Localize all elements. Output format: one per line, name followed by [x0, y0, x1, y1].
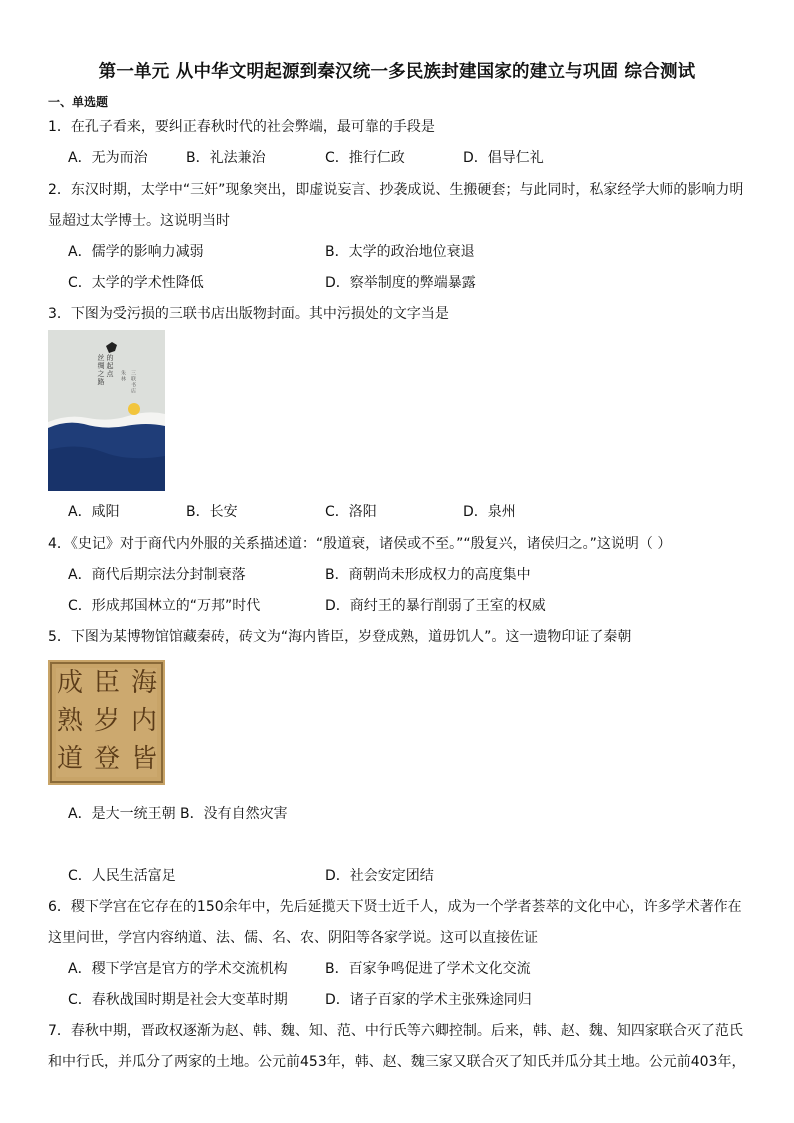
question-6-option-b[interactable]: B．百家争鸣促进了学术文化交流 [325, 961, 531, 977]
question-6-stem-line1: 6．稷下学宫在它存在的150余年中，先后延揽天下贤士近千人，成为一个学者荟萃的文化中心，许多学术著作在 [48, 899, 742, 915]
brick-glyph: 臣 [93, 668, 120, 698]
question-5-stem: 5．下图为某博物馆馆藏秦砖，砖文为“海内皆臣，岁登成熟，道毋饥人”。这一遗物印证了秦朝 [48, 629, 632, 645]
question-3-stem: 3．下图为受污损的三联书店出版物封面。其中污损处的文字当是 [48, 306, 449, 322]
question-4-stem: 4．《史记》对于商代内外服的关系描述道：“殷道衰，诸侯或不至。”“殷复兴，诸侯归之。”这说明（ ） [48, 536, 672, 552]
question-3-option-b[interactable]: B．长安 [186, 504, 238, 520]
question-4-option-b[interactable]: B．商朝尚未形成权力的高度集中 [325, 567, 531, 583]
question-6-option-d[interactable]: D．诸子百家的学术主张殊途同归 [325, 992, 532, 1008]
brick-glyph: 内 [130, 706, 157, 736]
book-cover-image [48, 330, 165, 491]
question-2-stem-line1: 2．东汉时期，太学中“三奸”现象突出，即虚说妄言、抄袭成说、生搬硬套；与此同时，私家经学大师的影响力明 [48, 182, 744, 198]
question-7-stem-line1: 7．春秋中期，晋政权逐渐为赵、韩、魏、知、范、中行氏等六卿控制。后来，韩、赵、魏、知四家联合灭了范氏 [48, 1023, 743, 1039]
question-1-stem: 1．在孔子看来，要纠正春秋时代的社会弊端，最可靠的手段是 [48, 119, 435, 135]
brick-glyph: 登 [93, 744, 120, 774]
brick-glyph: 海 [130, 668, 157, 698]
question-1-option-b[interactable]: B．礼法兼治 [186, 150, 266, 166]
brick-glyph: 成 [56, 668, 83, 698]
question-5-option-c[interactable]: C．人民生活富足 [68, 868, 176, 884]
brick-glyph: 皆 [130, 744, 157, 774]
question-2-option-c[interactable]: C．太学的学术性降低 [68, 275, 204, 291]
section-heading: 一、单选题 [48, 95, 109, 109]
question-3-option-a[interactable]: A．咸阳 [68, 504, 120, 520]
question-1-option-c[interactable]: C．推行仁政 [325, 150, 405, 166]
brick-glyph: 道 [56, 744, 83, 774]
brick-glyph: 熟 [56, 706, 83, 736]
question-5-option-d[interactable]: D．社会安定团结 [325, 868, 434, 884]
question-6-option-a[interactable]: A．稷下学宫是官方的学术交流机构 [68, 961, 288, 977]
question-6-stem-line2: 这里问世，学宫内容纳道、法、儒、名、农、阴阳等各家学说。这可以直接佐证 [48, 930, 538, 946]
brick-glyph: 岁 [93, 706, 120, 736]
qin-brick-image [48, 660, 165, 785]
cover-author: 朱林 [120, 370, 126, 382]
question-7-stem-line2: 和中行氏，并瓜分了两家的土地。公元前453年，韩、赵、魏三家又联合灭了知氏并瓜分其土地。公元前403年， [48, 1054, 746, 1070]
question-2-stem-line2: 显超过太学博士。这说明当时 [48, 213, 230, 229]
question-2-option-d[interactable]: D．察举制度的弊端暴露 [325, 275, 476, 291]
question-6-option-c[interactable]: C．春秋战国时期是社会大变革时期 [68, 992, 288, 1008]
cover-publisher: 三联书店 [130, 370, 136, 394]
question-1-option-a[interactable]: A．无为而治 [68, 150, 148, 166]
question-4-option-d[interactable]: D．商纣王的暴行削弱了王室的权威 [325, 598, 546, 614]
question-2-option-a[interactable]: A．儒学的影响力减弱 [68, 244, 204, 260]
question-3-option-d[interactable]: D．泉州 [463, 504, 516, 520]
question-4-option-c[interactable]: C．形成邦国林立的“万邦”时代 [68, 598, 261, 614]
question-5-options-ab[interactable]: A．是大一统王朝 B．没有自然灾害 [68, 806, 288, 822]
question-3-option-c[interactable]: C．洛阳 [325, 504, 377, 520]
question-4-option-a[interactable]: A．商代后期宗法分封制衰落 [68, 567, 246, 583]
question-1-option-d[interactable]: D．倡导仁礼 [463, 150, 544, 166]
cover-title: 的起点 [106, 354, 114, 378]
question-2-option-b[interactable]: B．太学的政治地位衰退 [325, 244, 475, 260]
page-title: 第一单元 从中华文明起源到秦汉统一多民族封建国家的建立与巩固 综合测试 [98, 62, 696, 82]
cover-subtitle: 丝绸之路 [97, 354, 105, 386]
